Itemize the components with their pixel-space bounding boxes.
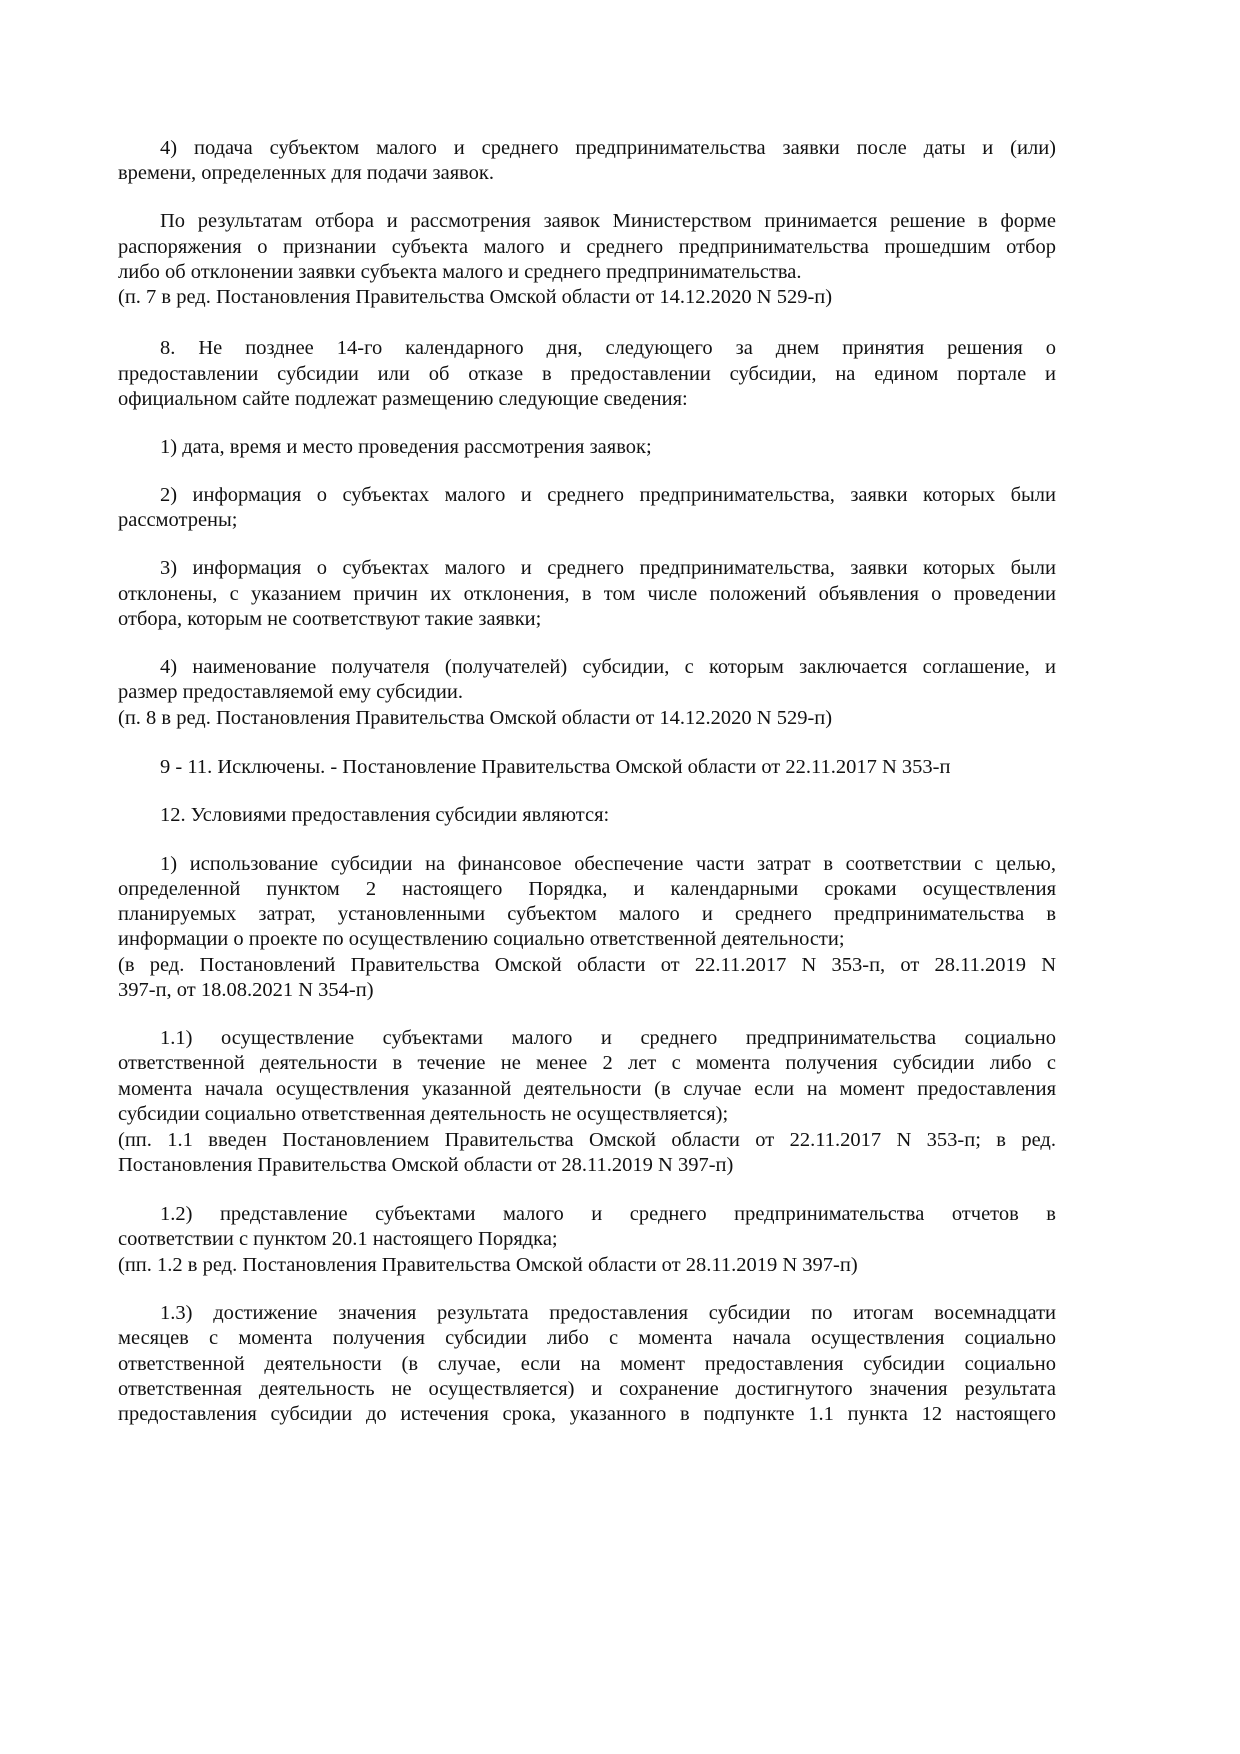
text-line: 4) подача субъектом малого и среднего предпринимательства заявки после даты и (или) [160,137,1056,159]
text-line: информации о проекте по осуществлению социально ответственной деятельности; [118,928,845,950]
text-line: рассмотрены; [118,509,238,531]
text-line: распоряжения о признании субъекта малого и среднего предпринимательства прошедшим отбор [118,236,1056,258]
text-line: (п. 7 в ред. Постановления Правительства Омской области от 14.12.2020 N 529-п) [118,286,833,308]
text-line: 397-п, от 18.08.2021 N 354-п) [118,979,374,1001]
text-line: 1.2) представление субъектами малого и среднего предпринимательства отчетов в [160,1203,1056,1225]
text-line: 1.1) осуществление субъектами малого и среднего предпринимательства социально [160,1027,1056,1049]
text-line: либо об отклонении заявки субъекта малого и среднего предпринимательства. [118,261,802,283]
text-line: размер предоставляемой ему субсидии. [118,681,463,703]
text-line: месяцев с момента получения субсидии либо с момента начала осуществления социально [118,1327,1056,1349]
text-line: (пп. 1.2 в ред. Постановления Правительства Омской области от 28.11.2019 N 397-п) [118,1254,858,1276]
text-line: времени, определенных для подачи заявок. [118,162,494,184]
text-line: ответственной деятельности (в случае, если на момент предоставления субсидии социально [118,1353,1056,1375]
text-line: 9 - 11. Исключены. - Постановление Правительства Омской области от 22.11.2017 N 353-п [160,756,951,778]
text-line: отклонены, с указанием причин их отклонения, в том числе положений объявления о проведении [118,583,1056,605]
text-line: Постановления Правительства Омской области от 28.11.2019 N 397-п) [118,1154,734,1176]
text-line: предоставлении субсидии или об отказе в предоставлении субсидии, на едином портале и [118,363,1056,385]
text-line: По результатам отбора и рассмотрения заявок Министерством принимается решение в форме [160,210,1056,232]
text-line: официальном сайте подлежат размещению следующие сведения: [118,388,688,410]
text-line: предоставления субсидии до истечения срока, указанного в подпункте 1.1 пункта 12 настоящего [118,1403,1056,1425]
text-line: отбора, которым не соответствуют такие заявки; [118,608,542,630]
text-line: (п. 8 в ред. Постановления Правительства Омской области от 14.12.2020 N 529-п) [118,707,833,729]
text-line: (в ред. Постановлений Правительства Омской области от 22.11.2017 N 353-п, от 28.11.2019 N [118,954,1056,976]
text-line: соответствии с пунктом 20.1 настоящего Порядка; [118,1228,558,1250]
text-line: 3) информация о субъектах малого и среднего предпринимательства, заявки которых были [160,557,1056,579]
text-line: 1) дата, время и место проведения рассмотрения заявок; [160,436,652,458]
text-line: 12. Условиями предоставления субсидии являются: [160,804,610,826]
text-line: момента начала осуществления указанной деятельности (в случае если на момент предоставления [118,1078,1056,1100]
text-line: субсидии социально ответственная деятельность не осуществляется); [118,1103,729,1125]
text-line: ответственная деятельность не осуществляется) и сохранение достигнутого значения результата [118,1378,1056,1400]
text-line: 2) информация о субъектах малого и среднего предпринимательства, заявки которых были [160,484,1056,506]
text-line: ответственной деятельности в течение не менее 2 лет с момента получения субсидии либо с [118,1052,1056,1074]
text-line: 1.3) достижение значения результата предоставления субсидии по итогам восемнадцати [160,1302,1056,1324]
text-line: (пп. 1.1 введен Постановлением Правительства Омской области от 22.11.2017 N 353-п; в ред. [118,1129,1056,1151]
text-line: определенной пунктом 2 настоящего Порядка, и календарными сроками осуществления [118,878,1056,900]
text-line: 8. Не позднее 14-го календарного дня, следующего за днем принятия решения о [160,337,1056,359]
text-line: 4) наименование получателя (получателей) субсидии, с которым заключается соглашение, и [160,656,1056,678]
text-line: планируемых затрат, установленными субъектом малого и среднего предпринимательства в [118,903,1056,925]
text-line: 1) использование субсидии на финансовое обеспечение части затрат в соответствии с целью, [160,853,1056,875]
